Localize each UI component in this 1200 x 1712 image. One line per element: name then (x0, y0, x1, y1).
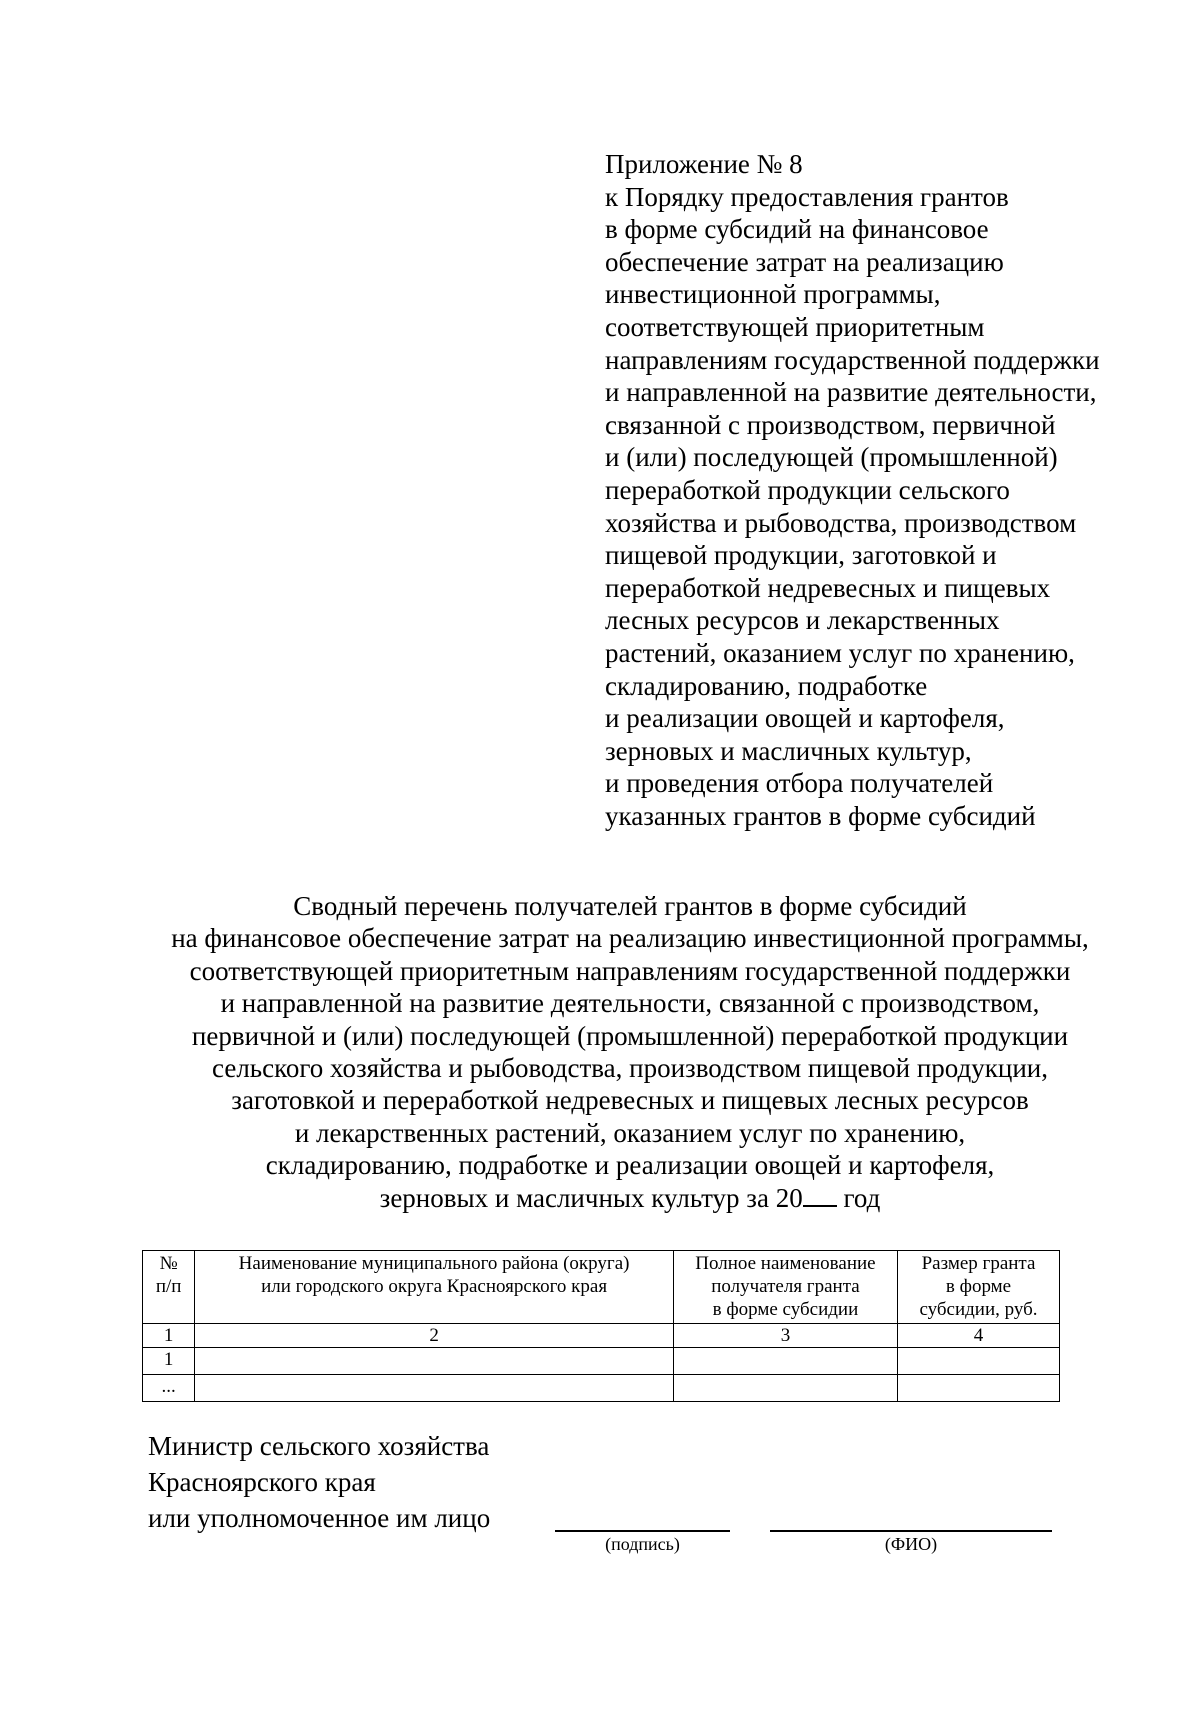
appendix-text-line: складированию, подработке (605, 670, 928, 701)
header-recipient-line: получателя гранта (711, 1276, 860, 1297)
header-number-line: № (159, 1253, 178, 1274)
year-blank-field[interactable] (803, 1183, 837, 1207)
table-cell[interactable] (673, 1375, 897, 1402)
title-year-suffix: год (836, 1182, 881, 1213)
header-number-line: п/п (155, 1276, 182, 1297)
title-year-prefix: зерновых и масличных культур за 20 (379, 1182, 803, 1213)
title-line: складированию, подработке и реализации овощей и картофеля, (265, 1150, 995, 1181)
appendix-text-line: связанной с производством, первичной (605, 409, 1056, 440)
appendix-text-line: соответствующей приоритетным (605, 311, 985, 342)
appendix-text-line: и проведения отбора получателей (605, 768, 994, 799)
appendix-text-line: переработкой продукции сельского (605, 474, 1010, 505)
table-cell[interactable] (673, 1348, 897, 1375)
column-index-row (143, 1324, 1060, 1348)
header-recipient-line: в форме субсидии (712, 1299, 859, 1320)
signatory-line: или уполномоченное им лицо (148, 1503, 491, 1533)
appendix-text-line: и реализации овощей и картофеля, (605, 703, 1005, 734)
title-line: заготовкой и переработкой недревесных и пищевых лесных ресурсов (231, 1085, 1029, 1116)
table-row (143, 1375, 1060, 1402)
table-row (143, 1348, 1060, 1375)
appendix-text-line: к Порядку предоставления грантов (605, 181, 1009, 212)
appendix-number: Приложение № 8 (605, 149, 803, 179)
column-index-cell: 4 (898, 1324, 1060, 1348)
header-recipient-name (673, 1251, 897, 1324)
appendix-text-line: переработкой недревесных и пищевых (605, 572, 1051, 603)
signature-field-label: (подпись) (605, 1534, 680, 1554)
table-cell[interactable] (195, 1348, 674, 1375)
signatory-block (148, 1428, 490, 1536)
header-number (143, 1251, 195, 1324)
header-grant-line: субсидии, руб. (919, 1299, 1038, 1320)
column-index-cell: 2 (195, 1324, 674, 1348)
appendix-text-line: указанных грантов в форме субсидий (605, 800, 1036, 831)
title-line: первичной и (или) последующей (промышленной) переработкой продукции (191, 1020, 1069, 1051)
title-line: на финансовое обеспечение затрат на реализацию инвестиционной программы, (171, 923, 1089, 954)
signature-field[interactable] (555, 1530, 730, 1562)
title-line: и направленной на развитие деятельности, связанной с производством, (220, 988, 1040, 1019)
table-cell[interactable] (898, 1348, 1060, 1375)
title-line: Сводный перечень получателей грантов в форме субсидий (293, 891, 967, 921)
signatory-line: Министр сельского хозяйства (148, 1431, 490, 1461)
title-line: соответствующей приоритетным направлениям государственной поддержки (189, 955, 1071, 986)
full-name-field[interactable] (770, 1530, 1052, 1562)
header-municipality (195, 1251, 674, 1324)
signatory-line: Красноярского края (148, 1467, 376, 1497)
column-index-cell: 3 (673, 1324, 897, 1348)
appendix-text-line: и (или) последующей (промышленной) (605, 442, 1058, 473)
title-last-line (100, 1182, 1160, 1214)
table-cell[interactable] (898, 1375, 1060, 1402)
appendix-text-line: растений, оказанием услуг по хранению, (605, 637, 1075, 668)
table-cell: ... (143, 1375, 195, 1402)
appendix-block (605, 148, 1165, 832)
header-municipality-line: Наименование муниципального района (округа) (238, 1253, 630, 1274)
appendix-text-line: в форме субсидий на финансовое (605, 214, 989, 245)
table-cell[interactable] (195, 1375, 674, 1402)
table-header-row (143, 1251, 1060, 1324)
title-line: сельского хозяйства и рыбоводства, производством пищевой продукции, (212, 1053, 1048, 1084)
appendix-text-line: и направленной на развитие деятельности, (605, 377, 1097, 408)
header-municipality-line: или городского округа Красноярского края (261, 1276, 608, 1297)
appendix-text-line: пищевой продукции, заготовкой и (605, 540, 997, 571)
document-title (100, 890, 1160, 1214)
appendix-text-line: лесных ресурсов и лекарственных (605, 605, 1000, 636)
full-name-field-label: (ФИО) (884, 1534, 938, 1554)
appendix-text-line: хозяйства и рыбоводства, производством (605, 507, 1077, 538)
header-grant-line: Размер гранта (921, 1253, 1036, 1274)
header-grant-size (898, 1251, 1060, 1324)
appendix-text-line: направлениям государственной поддержки (605, 344, 1100, 375)
column-index-cell: 1 (143, 1324, 195, 1348)
header-grant-line: в форме (945, 1276, 1012, 1297)
appendix-text-line: зерновых и масличных культур, (605, 735, 972, 766)
appendix-text-line: инвестиционной программы, (605, 279, 941, 310)
recipients-table (142, 1250, 1060, 1402)
title-line: и лекарственных растений, оказанием услуг по хранению, (294, 1117, 966, 1148)
header-recipient-line: Полное наименование (695, 1253, 876, 1274)
table-cell: 1 (143, 1348, 195, 1375)
appendix-text-line: обеспечение затрат на реализацию (605, 246, 1004, 277)
